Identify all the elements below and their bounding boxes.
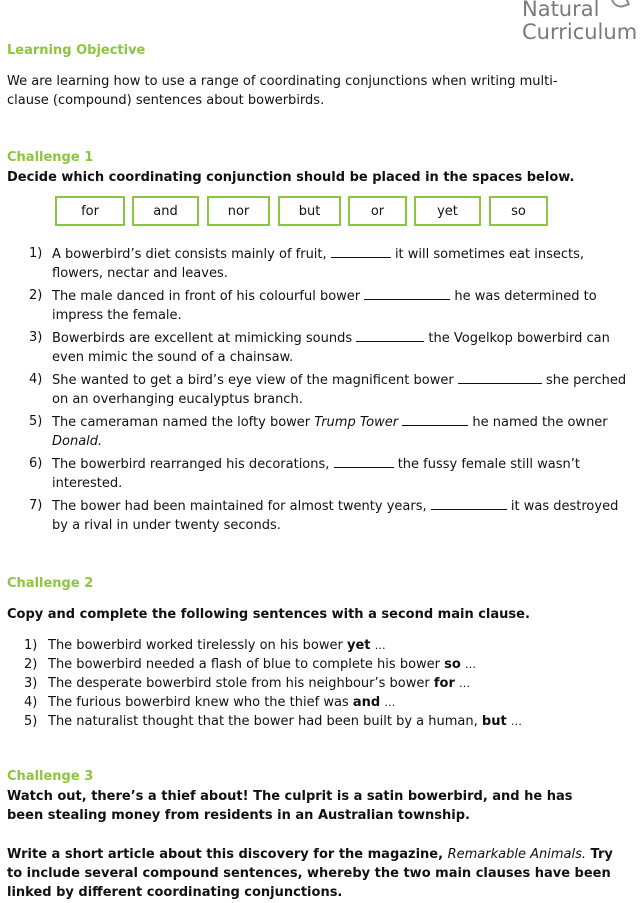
list-item bbox=[24, 674, 624, 693]
logo-line-2: Curriculum bbox=[522, 20, 638, 44]
item-conjunction: for bbox=[433, 676, 455, 691]
item-conjunction: but bbox=[481, 714, 507, 729]
item-ellipsis: … bbox=[510, 715, 522, 728]
word-label: so bbox=[511, 203, 526, 219]
list-item bbox=[29, 496, 629, 535]
item-text-after: she perched on an overhanging eucalyptus branch. bbox=[52, 373, 627, 407]
item-number: 2) bbox=[24, 657, 38, 672]
answer-blank bbox=[356, 328, 424, 342]
item-ellipsis: … bbox=[384, 696, 396, 709]
list-item bbox=[29, 244, 629, 283]
item-text-after: it was destroyed by a rival in under twenty seconds. bbox=[52, 499, 619, 533]
challenge2-instruction: Copy and complete the following sentences with a second main clause. bbox=[7, 607, 530, 622]
challenge1-instruction: Decide which coordinating conjunction should be placed in the spaces below. bbox=[7, 170, 575, 185]
word-label: yet bbox=[437, 203, 458, 219]
list-item bbox=[24, 712, 624, 731]
word-box-yet bbox=[414, 196, 481, 226]
word-box-or bbox=[348, 196, 407, 226]
item-ellipsis: … bbox=[459, 677, 471, 690]
para2-start: Write a short article about this discovery for the magazine, bbox=[7, 847, 444, 862]
challenge3-paragraph-2 bbox=[7, 845, 622, 902]
objective-text: We are learning how to use a range of coordinating conjunctions when writing multi-clause (compound) sentences about bowerbirds. bbox=[7, 74, 558, 108]
item-number: 4) bbox=[29, 372, 43, 387]
item-text-before: The bower had been maintained for almost twenty years, bbox=[52, 499, 427, 514]
item-number: 4) bbox=[24, 695, 38, 710]
word-box-for bbox=[55, 196, 125, 226]
item-text-italic: Trump Tower bbox=[314, 415, 399, 430]
answer-blank bbox=[458, 370, 542, 384]
item-number: 3) bbox=[29, 330, 43, 345]
item-text-before: Bowerbirds are excellent at mimicking sounds bbox=[52, 331, 353, 346]
answer-blank bbox=[402, 412, 468, 426]
answer-blank bbox=[331, 244, 391, 258]
word-box-and bbox=[132, 196, 199, 226]
item-number: 1) bbox=[24, 638, 38, 653]
item-text-before: She wanted to get a bird’s eye view of the magnificent bower bbox=[52, 373, 454, 388]
item-number: 2) bbox=[29, 288, 43, 303]
challenge1-heading: Challenge 1 bbox=[7, 150, 94, 165]
item-number: 7) bbox=[29, 498, 43, 513]
answer-blank bbox=[334, 454, 394, 468]
item-text: The naturalist thought that the bower had been built by a human, bbox=[48, 714, 478, 729]
list-item bbox=[29, 412, 629, 451]
item-text: The bowerbird needed a flash of blue to complete his bower bbox=[48, 657, 440, 672]
magazine-title: Remarkable Animals. bbox=[447, 847, 586, 862]
challenge3-paragraph-1: Watch out, there’s a thief about! The culprit is a satin bowerbird, and he has been stealing money from residents in an Australian township. bbox=[7, 789, 573, 823]
word-label: for bbox=[81, 203, 99, 219]
challenge1-list bbox=[29, 244, 629, 538]
challenge2-list bbox=[24, 636, 624, 731]
logo-line-1: Natural bbox=[522, 0, 600, 21]
item-text-after: it will sometimes eat insects, flowers, nectar and leaves. bbox=[52, 247, 585, 281]
item-text-before: The cameraman named the lofty bower bbox=[52, 415, 311, 430]
list-item bbox=[24, 693, 624, 712]
item-text: The bowerbird worked tirelessly on his bower bbox=[48, 638, 343, 653]
item-text: The desperate bowerbird stole from his neighbour’s bower bbox=[48, 676, 430, 691]
list-item bbox=[24, 636, 624, 655]
item-text: The furious bowerbird knew who the thief was bbox=[48, 695, 349, 710]
list-item bbox=[29, 328, 629, 367]
item-number: 1) bbox=[29, 246, 43, 261]
answer-blank bbox=[364, 286, 450, 300]
item-text-before: A bowerbird’s diet consists mainly of fruit, bbox=[52, 247, 327, 262]
para2-end: Try to include several compound sentences, whereby the two main clauses have been linked by different coordinating conjunctions. bbox=[7, 847, 613, 900]
word-box-nor bbox=[207, 196, 270, 226]
item-ellipsis: … bbox=[374, 639, 386, 652]
objective-heading: Learning Objective bbox=[7, 43, 146, 58]
item-text-before: The male danced in front of his colourful bower bbox=[52, 289, 361, 304]
item-text-italic-end: Donald. bbox=[52, 434, 103, 449]
word-label: and bbox=[153, 203, 178, 219]
item-text-after: he was determined to impress the female. bbox=[52, 289, 597, 323]
word-box-so bbox=[489, 196, 548, 226]
item-text-after: he named the owner bbox=[472, 415, 608, 430]
item-text-after: the Vogelkop bowerbird can even mimic the sound of a chainsaw. bbox=[52, 331, 610, 365]
item-text-after: the fussy female still wasn’t interested. bbox=[52, 457, 580, 491]
answer-blank bbox=[431, 496, 507, 510]
item-number: 3) bbox=[24, 676, 38, 691]
item-conjunction: so bbox=[444, 657, 461, 672]
item-text-before: The bowerbird rearranged his decorations, bbox=[52, 457, 330, 472]
logo bbox=[522, 0, 643, 44]
word-box-but bbox=[278, 196, 341, 226]
item-conjunction: and bbox=[352, 695, 381, 710]
item-number: 5) bbox=[24, 714, 38, 729]
list-item bbox=[29, 286, 629, 325]
item-ellipsis: … bbox=[464, 658, 476, 671]
word-label: but bbox=[298, 203, 321, 219]
word-label: nor bbox=[227, 203, 250, 219]
list-item bbox=[24, 655, 624, 674]
item-number: 6) bbox=[29, 456, 43, 471]
challenge2-heading: Challenge 2 bbox=[7, 576, 94, 591]
list-item bbox=[29, 370, 629, 409]
challenge3-heading: Challenge 3 bbox=[7, 769, 94, 784]
item-conjunction: yet bbox=[347, 638, 371, 653]
item-number: 5) bbox=[29, 414, 43, 429]
word-label: or bbox=[370, 203, 385, 219]
list-item bbox=[29, 454, 629, 493]
